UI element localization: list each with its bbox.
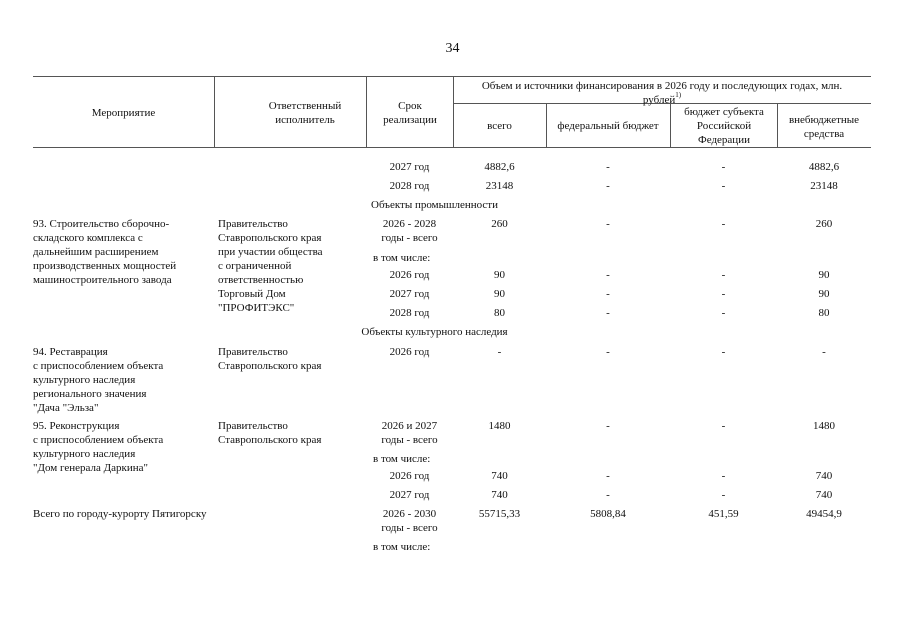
executor-line: Торговый Дом xyxy=(218,288,286,301)
executor-line: Ставропольского края xyxy=(218,434,322,447)
extra-cell: 90 xyxy=(818,269,830,281)
total-cell: 80 xyxy=(494,307,505,319)
name-line: складского комплекса с xyxy=(33,232,143,245)
total-cell: 23148 xyxy=(485,180,514,192)
header-col-divider-1 xyxy=(214,76,215,147)
section-title-industry: Объекты промышленности xyxy=(371,199,498,211)
period-cell: 2028 год xyxy=(389,307,430,319)
footnote-mark: 1) xyxy=(675,91,682,100)
period-cell: 2026 год xyxy=(389,470,430,482)
name-line: культурного наследия xyxy=(33,374,136,387)
period-cell: 2027 год xyxy=(389,288,430,300)
period-cell: 2026 год xyxy=(389,346,430,358)
name-line: 95. Реконструкция xyxy=(33,420,120,432)
federal-cell: - xyxy=(606,307,610,319)
total-cell: 740 xyxy=(491,489,508,501)
total-cell: 55715,33 xyxy=(478,508,521,520)
executor-line: Ставропольского края xyxy=(218,232,322,245)
total-cell: 740 xyxy=(491,470,508,482)
extra-cell: 1480 xyxy=(813,420,835,432)
period-cell: 2026 год xyxy=(389,269,430,281)
total-cell: - xyxy=(497,346,502,358)
federal-cell: - xyxy=(606,180,610,192)
grand-total-label: Всего по городу-курорту Пятигорску xyxy=(33,508,207,520)
regional-cell: - xyxy=(721,489,726,501)
item-95-executor xyxy=(218,419,321,447)
header-total: всего xyxy=(487,120,512,132)
header-funding-text: Объем и источники финансирования в 2026 году и последующих годах, млн. рублей xyxy=(481,80,843,107)
header-col-divider-2 xyxy=(366,76,367,147)
header-col-divider-6 xyxy=(777,103,778,147)
regional-cell: - xyxy=(721,161,726,173)
regional-cell: - xyxy=(721,180,726,192)
extra-cell: - xyxy=(822,346,826,358)
executor-line: "ПРОФИТЭКС" xyxy=(218,302,295,315)
regional-cell: 451,59 xyxy=(708,508,739,520)
executor-line: Правительство xyxy=(218,346,288,358)
federal-cell: - xyxy=(606,346,610,358)
total-cell: 90 xyxy=(494,269,505,281)
header-federal: федеральный бюджет xyxy=(557,120,659,132)
period-cell xyxy=(366,217,453,245)
name-line: "Дом генерала Даркина" xyxy=(33,462,148,475)
executor-line: Ставропольского края xyxy=(218,360,322,373)
executor-line: Правительство xyxy=(218,218,288,230)
period-cell xyxy=(366,419,453,447)
header-period: Срок реализации xyxy=(383,100,437,127)
header-measure: Мероприятие xyxy=(91,107,156,119)
header-extrabudget: внебюджетные средства xyxy=(788,114,860,141)
page-number: 34 xyxy=(445,41,460,56)
name-line: "Дача "Эльза" xyxy=(33,402,99,415)
federal-cell: - xyxy=(606,269,610,281)
header-regional: бюджет субъекта Российской Федерации xyxy=(684,106,764,147)
period-line: 2026 и 2027 xyxy=(381,420,438,432)
regional-cell: - xyxy=(721,307,726,319)
extra-cell: 49454,9 xyxy=(806,508,842,520)
period-line: годы - всего xyxy=(381,522,438,535)
executor-line: с ограниченной xyxy=(218,260,292,273)
name-line: 94. Реставрация xyxy=(33,346,108,358)
name-line: с приспособлением объекта xyxy=(33,434,164,447)
regional-cell: - xyxy=(721,288,726,300)
federal-cell: 5808,84 xyxy=(590,508,626,520)
regional-cell: - xyxy=(721,346,726,358)
including-label: в том числе: xyxy=(373,252,431,264)
item-95-name xyxy=(33,419,163,475)
name-line: регионального значения xyxy=(33,388,147,401)
total-cell: 4882,6 xyxy=(484,161,515,173)
header-executor: Ответственный исполнитель xyxy=(268,100,342,127)
name-line: с приспособлением объекта xyxy=(33,360,164,373)
federal-cell: - xyxy=(606,470,610,482)
extra-cell: 740 xyxy=(815,470,833,482)
name-line: 93. Строительство сборочно- xyxy=(33,218,170,230)
including-label: в том числе: xyxy=(373,541,431,553)
table-top-border xyxy=(33,76,871,77)
period-line: годы - всего xyxy=(381,232,438,245)
name-line: производственных мощностей xyxy=(33,260,177,273)
extra-cell: 260 xyxy=(815,218,833,230)
executor-line: Правительство xyxy=(218,420,288,432)
item-93-name xyxy=(33,217,176,287)
header-funding xyxy=(463,79,861,107)
item-93-executor xyxy=(218,217,323,316)
federal-cell: - xyxy=(606,288,610,300)
federal-cell: - xyxy=(606,420,610,432)
item-94-executor xyxy=(218,345,321,373)
total-cell: 1480 xyxy=(488,420,511,432)
period-line: 2026 - 2028 xyxy=(382,218,437,230)
period-cell: 2027 год xyxy=(389,489,430,501)
extra-cell: 90 xyxy=(818,288,830,300)
federal-cell: - xyxy=(606,218,610,230)
period-cell: 2027 год xyxy=(389,161,430,173)
extra-cell: 4882,6 xyxy=(808,161,840,173)
period-line: 2026 - 2030 xyxy=(382,508,437,520)
period-cell: 2028 год xyxy=(389,180,430,192)
total-cell: 90 xyxy=(494,288,505,300)
federal-cell: - xyxy=(606,161,610,173)
regional-cell: - xyxy=(721,218,726,230)
executor-line: при участии общества xyxy=(218,246,323,259)
total-cell: 260 xyxy=(491,218,508,230)
extra-cell: 23148 xyxy=(810,180,838,192)
regional-cell: - xyxy=(721,269,726,281)
extra-cell: 740 xyxy=(815,489,833,501)
name-line: машиностроительного завода xyxy=(33,274,172,287)
regional-cell: - xyxy=(721,420,726,432)
period-cell xyxy=(366,507,453,535)
including-label: в том числе: xyxy=(373,453,431,465)
name-line: дальнейшим расширением xyxy=(33,246,159,259)
section-title-heritage: Объекты культурного наследия xyxy=(361,326,508,338)
item-94-name xyxy=(33,345,163,415)
header-col-divider-3 xyxy=(453,76,454,147)
name-line: культурного наследия xyxy=(33,448,136,461)
executor-line: ответственностью xyxy=(218,274,304,287)
federal-cell: - xyxy=(606,489,610,501)
period-line: годы - всего xyxy=(381,434,438,447)
regional-cell: - xyxy=(721,470,726,482)
header-col-divider-5 xyxy=(670,103,671,147)
extra-cell: 80 xyxy=(818,307,830,319)
